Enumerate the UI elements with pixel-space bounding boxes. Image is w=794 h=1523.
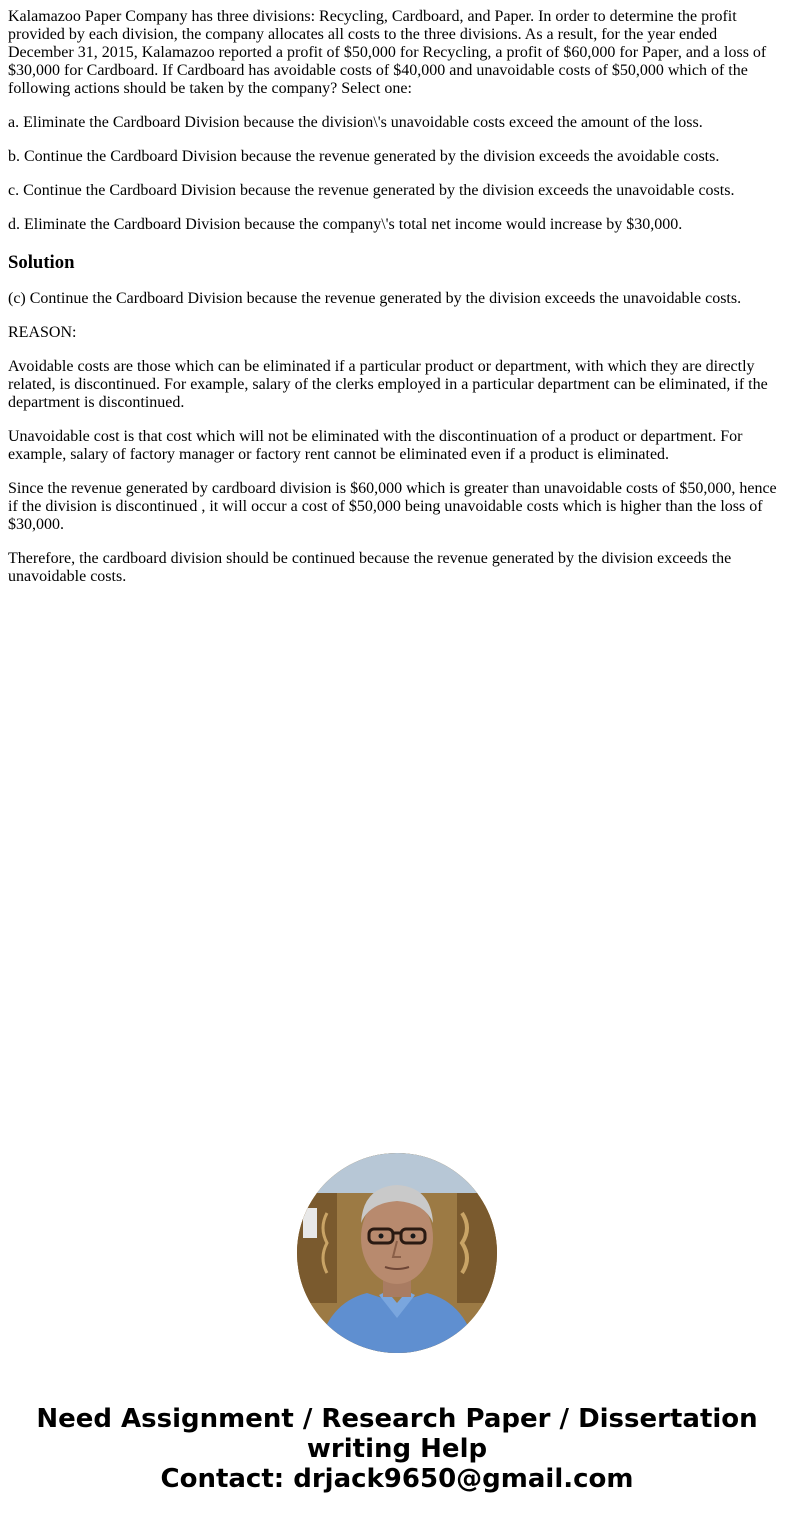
author-avatar [297,1153,497,1353]
option-a: a. Eliminate the Cardboard Division because the division\'s unavoidable costs exceed the amount of the loss. [8,114,703,131]
footer-line-1: Need Assignment / Research Paper / Dissertation [36,1404,758,1434]
solution-answer: (c) Continue the Cardboard Division because the revenue generated by the division exceeds the unavoidable costs. [8,290,742,307]
footer-line-2: writing Help [306,1434,488,1464]
solution-heading: Solution [8,252,75,273]
reason-paragraph-conclusion: Therefore, the cardboard division should be continued because the revenue generated by the division exceeds the unavoidable costs. [8,550,732,585]
question-text: Kalamazoo Paper Company has three divisions: Recycling, Cardboard, and Paper. In order to determine the profit provided by each division, the company allocates all costs to the three divisions. As a result, for the year ended December 31, 2015, Kalamazoo reported a profit of $50,000 for Recycling, a profit of $60,000 for Paper, and a loss of $30,000 for Cardboard. If Cardboard has avoidable costs of $40,000 and unavoidable costs of $50,000 which of the following actions should be taken by the company? Select one: [8,8,767,97]
reason-paragraph-unavoidable: Unavoidable cost is that cost which will not be eliminated with the discontinuation of a product or department. For example, salary of factory manager or factory rent cannot be eliminated even if a product is eliminated. [8,428,743,463]
option-d: d. Eliminate the Cardboard Division because the company\'s total net income would increase by $30,000. [8,216,683,233]
author-portrait-image [297,1153,497,1353]
reason-paragraph-comparison: Since the revenue generated by cardboard division is $60,000 which is greater than unavoidable costs of $50,000, hence if the division is discontinued , it will occur a cost of $50,000 being unavoidable costs which is higher than the loss of $30,000. [8,480,777,533]
reason-paragraph-avoidable: Avoidable costs are those which can be eliminated if a particular product or department, with which they are directly related, is discontinued. For example, salary of the clerks employed in a particular department can be eliminated, if the department is discontinued. [8,358,768,411]
footer-contact-email: Contact: drjack9650@gmail.com [160,1464,634,1494]
reason-label: REASON: [8,324,77,341]
document-body [8,8,786,602]
option-c: c. Continue the Cardboard Division because the revenue generated by the division exceeds the unavoidable costs. [8,182,735,199]
contact-footer [0,1404,794,1494]
option-b: b. Continue the Cardboard Division because the revenue generated by the division exceeds the avoidable costs. [8,148,720,165]
